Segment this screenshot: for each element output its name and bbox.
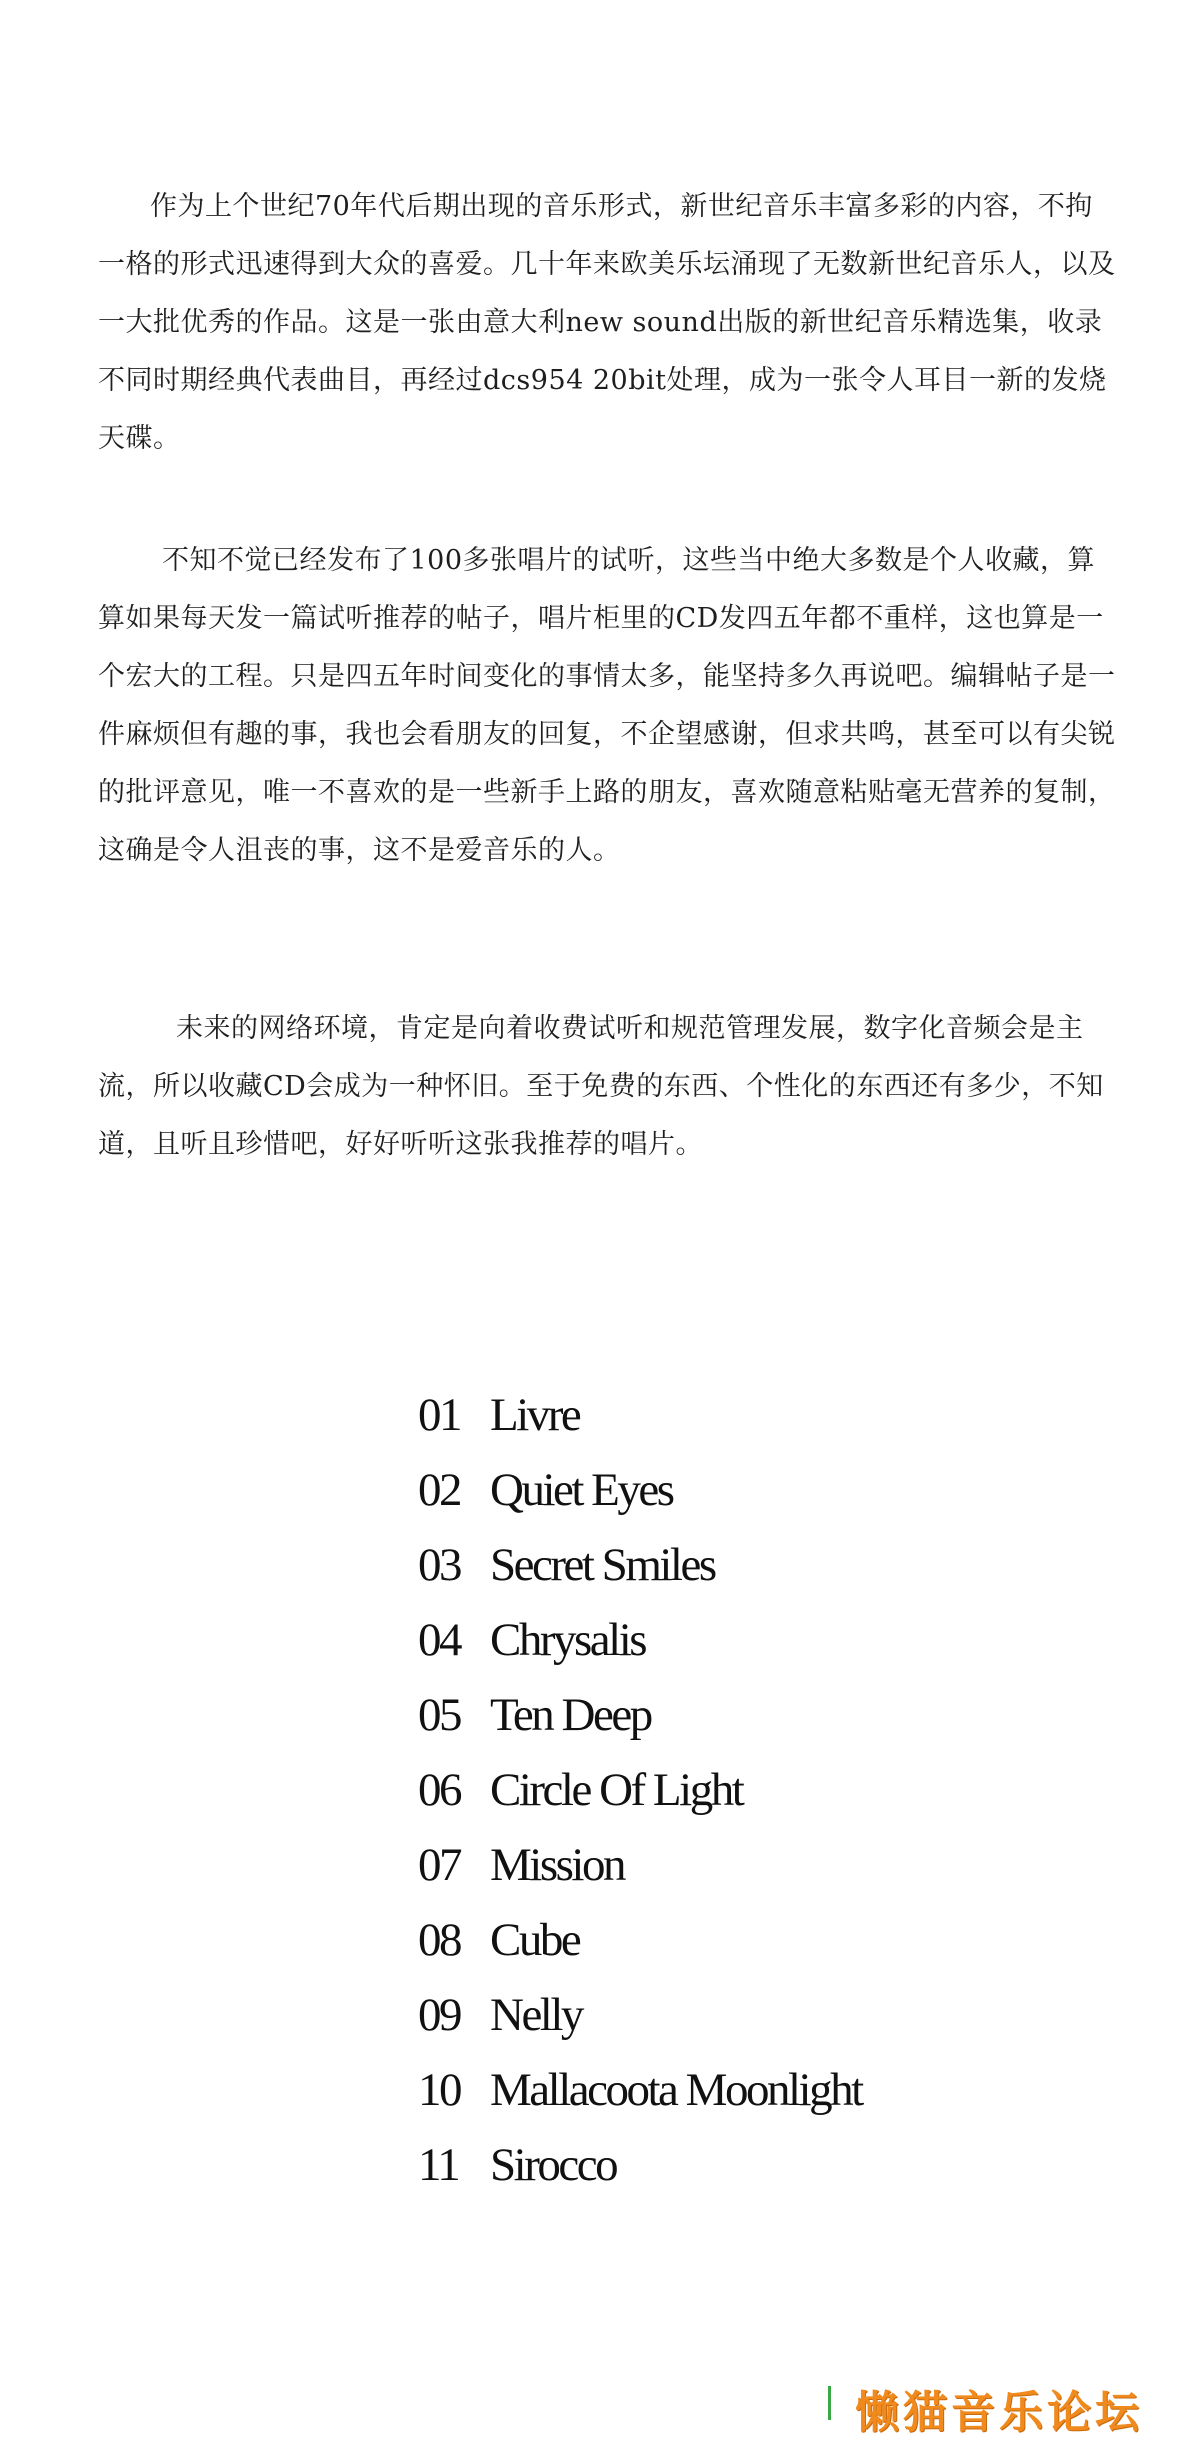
track-item xyxy=(418,2063,862,2138)
track-title: Sirocco xyxy=(490,2139,617,2191)
track-title: Mallacoota Moonlight xyxy=(490,2064,862,2116)
track-number: 05 xyxy=(418,1689,460,1741)
track-number: 07 xyxy=(418,1839,460,1891)
track-title: Chrysalis xyxy=(490,1614,646,1666)
intro-paragraph-3: 未来的网络环境，肯定是向着收费试听和规范管理发展，数字化音频会是主流，所以收藏CD会成为一种怀旧。至于免费的东西、个性化的东西还有多少，不知道，且听且珍惜吧，好好听听这张我推荐的唱片。 xyxy=(98,1013,1104,1160)
forum-watermark xyxy=(840,2380,1158,2436)
track-title: Circle Of Light xyxy=(490,1764,743,1816)
track-item xyxy=(418,1913,862,1988)
track-title: Mission xyxy=(490,1839,624,1891)
track-number: 10 xyxy=(418,2064,460,2116)
track-item xyxy=(418,1763,862,1838)
track-item xyxy=(418,1538,862,1613)
track-number: 08 xyxy=(418,1914,460,1966)
track-title: Livre xyxy=(490,1389,580,1441)
track-number: 11 xyxy=(418,2139,459,2191)
track-item xyxy=(418,1688,862,1763)
track-item xyxy=(418,2138,862,2213)
track-number: 02 xyxy=(418,1464,460,1516)
track-number: 04 xyxy=(418,1614,460,1666)
tracklist xyxy=(418,1388,862,2213)
track-item xyxy=(418,1388,862,1463)
track-number: 01 xyxy=(418,1389,460,1441)
watermark-mark-icon xyxy=(828,2386,837,2420)
track-number: 06 xyxy=(418,1764,460,1816)
track-title: Secret Smiles xyxy=(490,1539,715,1591)
track-item xyxy=(418,1463,862,1538)
track-title: Cube xyxy=(490,1914,580,1966)
track-title: Ten Deep xyxy=(490,1689,651,1741)
intro-paragraph-2: 不知不觉已经发布了100多张唱片的试听，这些当中绝大多数是个人收藏，算算如果每天发一篇试听推荐的帖子，唱片柜里的CD发四五年都不重样，这也算是一个宏大的工程。只是四五年时间变化的事情太多，能坚持多久再说吧。编辑帖子是一件麻烦但有趣的事，我也会看朋友的回复，不企望感谢，但求共鸣，甚至可以有尖锐的批评意见，唯一不喜欢的是一些新手上路的朋友，喜欢随意粘贴毫无营养的复制，这确是令人沮丧的事，这不是爱音乐的人。 xyxy=(98,545,1116,866)
track-item xyxy=(418,1988,862,2063)
track-item xyxy=(418,1613,862,1688)
watermark-text: 懒猫音乐论坛 xyxy=(855,2387,1143,2438)
track-title: Quiet Eyes xyxy=(490,1464,673,1516)
track-number: 09 xyxy=(418,1989,460,2041)
track-item xyxy=(418,1838,862,1913)
track-number: 03 xyxy=(418,1539,460,1591)
intro-paragraph-1: 作为上个世纪70年代后期出现的音乐形式，新世纪音乐丰富多彩的内容，不拘一格的形式迅速得到大众的喜爱。几十年来欧美乐坛涌现了无数新世纪音乐人，以及一大批优秀的作品。这是一张由意大利new sound出版的新世纪音乐精选集，收录不同时期经典代表曲目，再经过dcs954 20bit处理，成为一张令人耳目一新的发烧天碟。 xyxy=(98,191,1116,454)
track-title: Nelly xyxy=(490,1989,582,2041)
